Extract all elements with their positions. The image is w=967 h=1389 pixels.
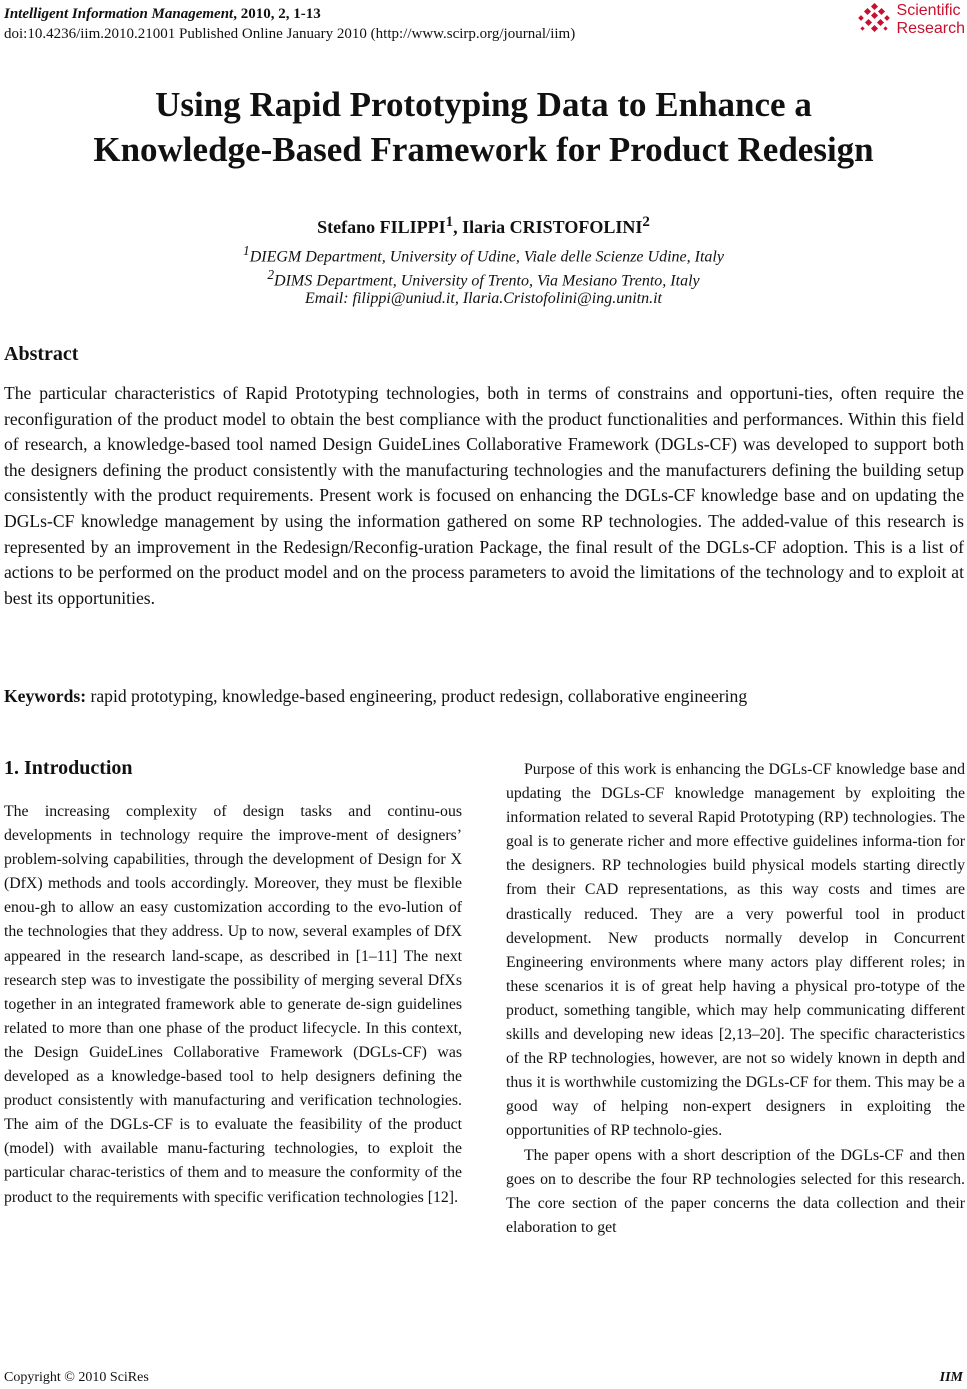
keywords-text: rapid prototyping, knowledge-based engineering, product redesign, collaborative engineering bbox=[86, 686, 748, 706]
email-separator: : bbox=[343, 290, 353, 307]
affiliation-2-text: DIMS Department, University of Trento, Via Mesiano Trento, Italy bbox=[274, 272, 700, 290]
affiliation-1-marker: 1 bbox=[243, 243, 250, 258]
affiliation-1-text: DIEGM Department, University of Udine, Viale delle Scienze Udine, Italy bbox=[249, 248, 724, 266]
author-2-affil: 2 bbox=[642, 214, 650, 230]
abstract-heading: Abstract bbox=[4, 343, 79, 365]
journal-volume: , 2010, 2, 1-13 bbox=[233, 6, 321, 22]
intro-left-column: The increasing complexity of design tasks and continu-ous developments in technology require the improve-ment of designers’ problem-solving capabilities, through the development of Design for X (DfX) methods and tools accordingly. Moreover, they must be flexible enou-gh to allow an easy customization according to the evo-lution of the technologies that they address. Up to now, several examples of DfX appeared in the research land-scape, as described in [1–11] The next research step was to investigate the possibility of merging several DfXs together in an integrated framework able to generate de-sign guidelines related to more than one phase of the product lifecycle. In this context, the Design GuideLines Collaborative Framework (DGLs-CF) was developed as a knowledge-based tool to help designers defining the product consistently with manufacturing and verification technologies. The aim of the DGLs-CF is to evaluate the feasibility of the product (model) with available manu-facturing technologies, to exploit the particular charac-teristics of them and to measure the conformity of the product to the requirements with specific verification technologies [12]. bbox=[4, 803, 462, 1206]
email-addresses[interactable]: filippi@uniud.it, Ilaria.Cristofolini@ing.unitn.it bbox=[352, 290, 662, 307]
author-separator: , bbox=[453, 217, 463, 237]
copyright-footer: Copyright © 2010 SciRes bbox=[4, 1370, 149, 1385]
title-line-1: Using Rapid Prototyping Data to Enhance a bbox=[155, 85, 812, 124]
affiliation-2-marker: 2 bbox=[267, 267, 275, 282]
author-list bbox=[0, 210, 967, 239]
abstract-text: The particular characteristics of Rapid Prototyping technologies, both in terms of constrains and opportuni-ties, often require the reconfiguration of the product model to obtain the best compliance with the product functionalities and performances. Within this field of research, a knowledge-based tool named Design GuideLines Collaborative Framework (DGLs-CF) was developed to support both the designers defining the product consistently with the manufacturing technologies and the manufacturers defining the building setup consistently with the product requirements. Present work is focused on enhancing the DGLs-CF knowledge base and on updating the DGLs-CF knowledge management by using the information gathered on some RP technologies. The added-value of this research is represented by an improvement in the Redesign/Reconfig-uration Package, the final result of the DGLs-CF adoption. This is a list of actions to be performed on the product model and on the process parameters to avoid the limitations of the technology and to exploit at best its opportunities. bbox=[4, 383, 964, 608]
journal-abbreviation: IIM bbox=[939, 1370, 963, 1385]
doi-line: doi:10.4236/iim.2010.21001 Published Online January 2010 (http://www.scirp.org/journal/iim) bbox=[4, 26, 576, 42]
section-heading: 1. Introduction bbox=[4, 757, 133, 779]
title-line-2: Knowledge-Based Framework for Product Redesign bbox=[93, 130, 874, 169]
author-2: Ilaria CRISTOFOLINI bbox=[462, 217, 643, 237]
intro-paragraph-purpose: Purpose of this work is enhancing the DGLs-CF knowledge base and updating the DGLs-CF knowledge management by exploiting the information related to several Rapid Prototyping (RP) technologies. The goal is to generate richer and more effective guidelines informa-tion for the designers. RP technologies build physical models starting directly from their CAD representations, as this way costs and times are drastically reduced. They are a very powerful tool in product development. New products normally develop in Concurrent Engineering environments where many actors play different roles; in these scenarios it is of great help having a physical pro-totype of the product, something tangible, which may help communicating different skills and developing new ideas [2,13–20]. The specific characteristics of the RP technologies, however, are not so widely known in depth and thus it is worthwhile customizing the DGLs-CF for them. This may be a good way of helping non-expert designers in exploiting the opportunities of RP technolo-gies. bbox=[506, 761, 965, 1140]
intro-paragraph-outline: The paper opens with a short description of the DGLs-CF and then goes on to describe the four RP technologies selected for this research. The core section of the paper concerns the data collection and their elaboration to get bbox=[506, 1146, 965, 1236]
logo-line-1: Scientific bbox=[896, 2, 961, 19]
keywords-line bbox=[4, 684, 964, 708]
logo-line-2: Research bbox=[896, 20, 965, 37]
author-1: Stefano FILIPPI bbox=[317, 217, 446, 237]
author-1-affil: 1 bbox=[445, 214, 454, 230]
journal-header bbox=[4, 4, 575, 44]
keywords-label: Keywords: bbox=[4, 686, 87, 706]
scientific-research-logo-icon bbox=[857, 3, 891, 37]
intro-right-column bbox=[506, 758, 965, 1240]
paper-title bbox=[0, 82, 967, 172]
publisher-logo bbox=[857, 2, 965, 38]
journal-name: Intelligent Information Management bbox=[4, 6, 234, 22]
email-label: Email bbox=[304, 290, 344, 307]
email-line bbox=[0, 288, 967, 310]
